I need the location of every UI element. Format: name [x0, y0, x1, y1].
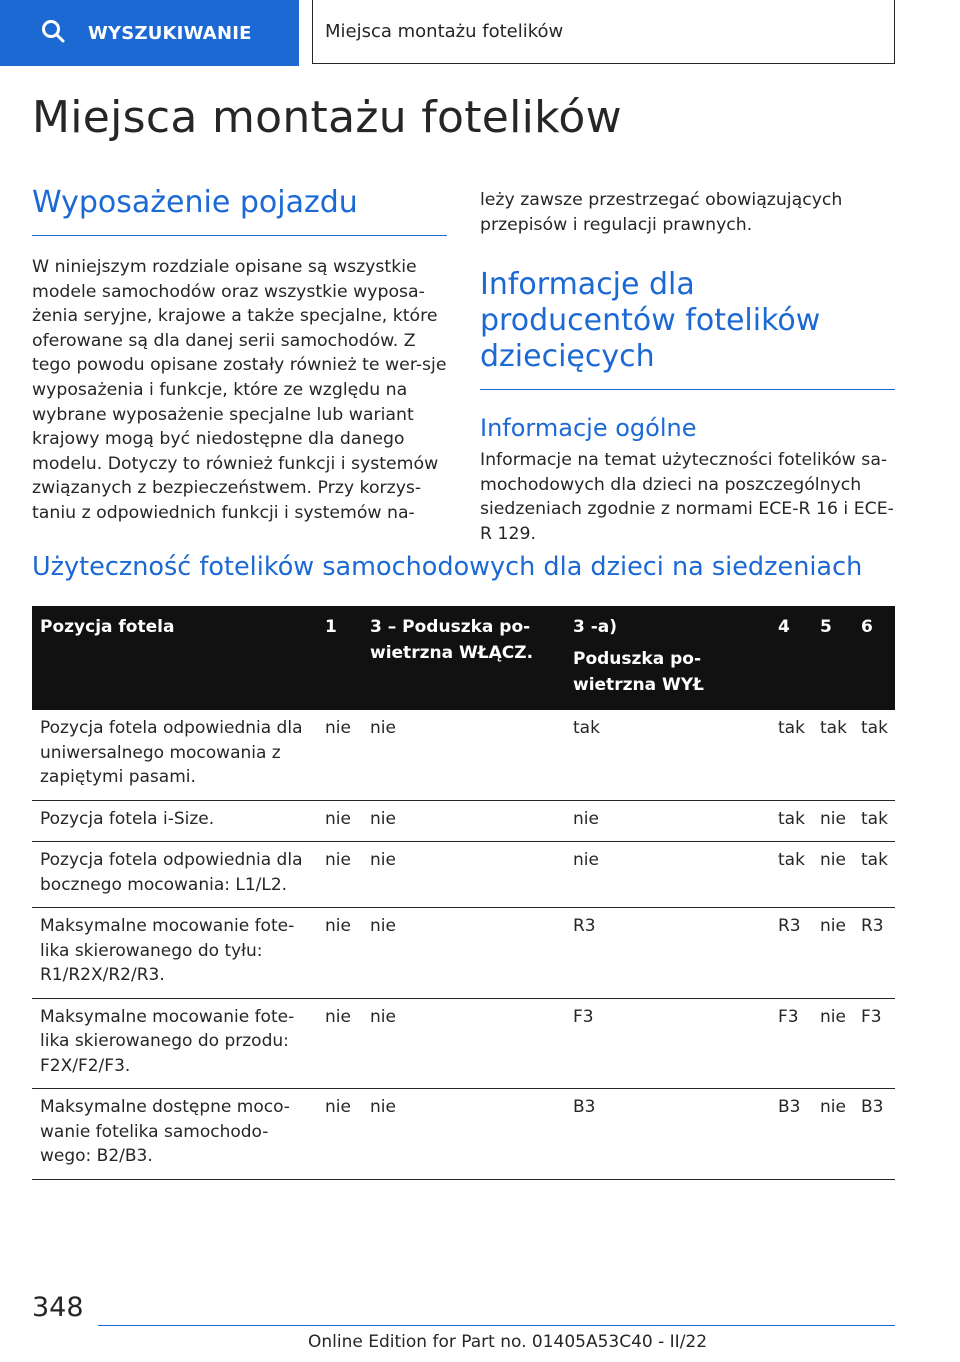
top-bar [0, 0, 960, 66]
table-cell: nie [362, 998, 565, 1089]
table-row [32, 800, 895, 842]
table-cell: nie [317, 710, 362, 800]
table-cell: tak [853, 710, 895, 800]
table-cell: nie [812, 800, 853, 842]
table-cell: nie [812, 842, 853, 908]
table-cell: tak [853, 800, 895, 842]
table-header-row [32, 606, 895, 710]
table-cell: nie [317, 908, 362, 999]
table-cell: Pozycja fotela i-Size. [32, 800, 317, 842]
table-cell: tak [812, 710, 853, 800]
general-info-paragraph: Informacje na temat użyteczności fotelików sa-mochodowych dla dzieci na poszczególnych siedzeniach zgodnie z normami ECE-R 16 i ECE-R 129. [480, 450, 894, 544]
table-cell: Maksymalne dostępne moco-wanie fotelika samochodo-wego: B2/B3. [32, 1089, 317, 1180]
table-cell: nie [565, 800, 770, 842]
table-cell: nie [317, 998, 362, 1089]
table-cell: nie [317, 800, 362, 842]
section-heading-manufacturers: Informacje dla producentów fotelików dziecięcych [480, 267, 895, 390]
table-row [32, 842, 895, 908]
table-cell: Pozycja fotela odpowiednia dla bocznego mocowania: L1/L2. [32, 842, 317, 908]
header-seat-4: 4 [770, 606, 812, 710]
table-cell: nie [812, 908, 853, 999]
table-cell: tak [853, 842, 895, 908]
table-cell: Pozycja fotela odpowiednia dla uniwersalnego mocowania z zapiętymi pasami. [32, 710, 317, 800]
search-icon [40, 18, 66, 48]
header-seat-5: 5 [812, 606, 853, 710]
equipment-paragraph-continued: leży zawsze przestrzegać obowiązujących przepisów i regulacji prawnych. [480, 190, 843, 235]
table-cell: F3 [853, 998, 895, 1089]
table-cell: B3 [565, 1089, 770, 1180]
table-cell: nie [812, 998, 853, 1089]
header-seat-3-airbag-on: 3 – Poduszka po-wietrzna WŁĄCZ. [362, 606, 565, 710]
table-row [32, 1089, 895, 1180]
section-heading-equipment: Wyposażenie pojazdu [32, 185, 447, 236]
table-row [32, 998, 895, 1089]
table-cell: nie [812, 1089, 853, 1180]
table-cell: nie [362, 908, 565, 999]
table-cell: R3 [565, 908, 770, 999]
table-cell: tak [770, 800, 812, 842]
table-cell: F3 [565, 998, 770, 1089]
table-cell: nie [317, 842, 362, 908]
header-position: Pozycja fotela [32, 606, 317, 710]
search-button[interactable] [0, 0, 299, 66]
subheading-general-info: Informacje ogólne [480, 414, 697, 443]
table-cell: tak [770, 710, 812, 800]
search-label: WYSZUKIWANIE [88, 22, 252, 44]
header-airbag-off: Poduszka po-wietrzna WYŁ [573, 649, 704, 695]
table-cell: B3 [770, 1089, 812, 1180]
table-cell: F3 [770, 998, 812, 1089]
equipment-paragraph: W niniejszym rozdziale opisane są wszystkie modele samochodów oraz wszystkie wyposa-żenia seryjne, krajowe a także specjalne, które oferowane są dla danej serii samochodów. Z tego powodu opisane zostały również te wer-sje wyposażenia i funkcje, które ze względu na wybrane wyposażenie specjalne lub wariant krajowy mogą być niedostępne dla danego modelu. Dotyczy to również funkcji i systemów związanych z bezpieczeństwem. Przy korzys-taniu z odpowiednich funkcji i systemów na- [32, 257, 447, 523]
table-cell: Maksymalne mocowanie fote-lika skierowanego do tyłu: R1/R2X/R2/R3. [32, 908, 317, 999]
header-seat-3-airbag-off [565, 606, 770, 710]
table-cell: nie [565, 842, 770, 908]
header-seat-6: 6 [853, 606, 895, 710]
page-number: 348 [32, 1292, 84, 1323]
table-cell: nie [317, 1089, 362, 1180]
table-cell: Maksymalne mocowanie fote-lika skierowanego do przodu: F2X/F2/F3. [32, 998, 317, 1089]
left-column [32, 185, 447, 526]
table-cell: R3 [853, 908, 895, 999]
section-heading-usability: Użyteczność fotelików samochodowych dla dzieci na siedzeniach [32, 552, 863, 582]
table-cell: tak [565, 710, 770, 800]
table-cell: nie [362, 710, 565, 800]
edition-note: Online Edition for Part no. 01405A53C40 - II/22 [308, 1332, 708, 1352]
table-row [32, 908, 895, 999]
breadcrumb[interactable]: Miejsca montażu fotelików [312, 0, 895, 64]
header-seat-1: 1 [317, 606, 362, 710]
usability-table [32, 606, 895, 1180]
table-cell: nie [362, 842, 565, 908]
footer-divider [98, 1325, 895, 1326]
table-row [32, 710, 895, 800]
table-cell: nie [362, 800, 565, 842]
table-cell: B3 [853, 1089, 895, 1180]
table-cell: R3 [770, 908, 812, 999]
table-cell: nie [362, 1089, 565, 1180]
right-column [480, 188, 895, 547]
table-cell: tak [770, 842, 812, 908]
page-title: Miejsca montażu fotelików [32, 92, 622, 143]
header-seat-3a: 3 -a) [573, 617, 618, 637]
